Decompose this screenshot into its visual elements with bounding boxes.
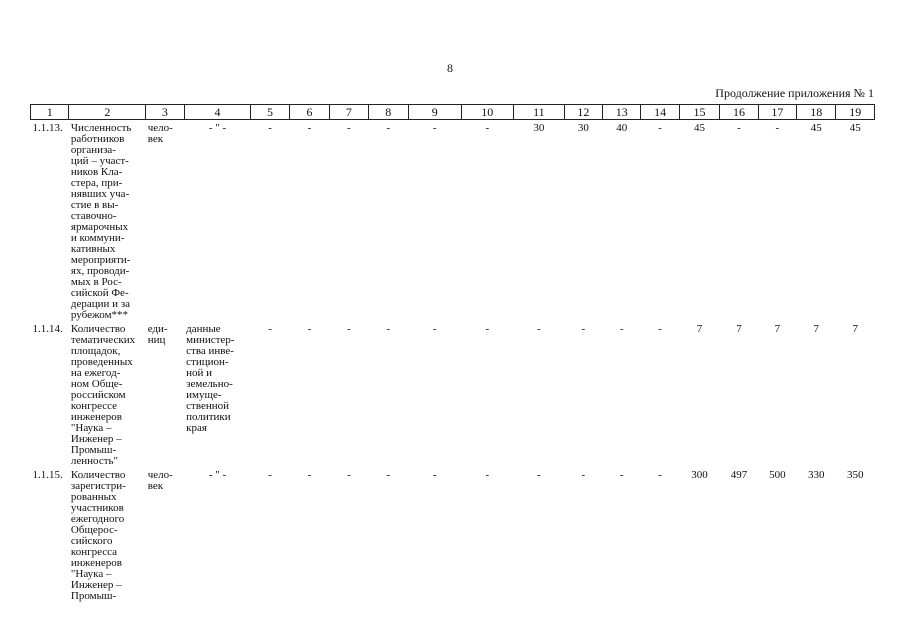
value-cell: - [485,323,490,335]
value-cell: 30 [533,122,545,134]
value-cell: 330 [808,469,825,481]
column-header: 10 [461,105,514,120]
value-cell: - [619,469,624,481]
value-cell: - [386,323,391,335]
value-cell: 497 [730,469,748,481]
value-cell: 7 [736,323,742,335]
column-header: 13 [603,105,641,120]
column-header: 7 [330,105,368,120]
value-cell: 7 [774,323,781,335]
value-cell: - [737,122,741,134]
table-row [31,321,875,467]
column-header: 2 [69,105,146,120]
value-cell: - [485,122,490,134]
column-header: 4 [184,105,251,120]
value-cell: - [268,469,272,481]
indicator-table [30,104,875,630]
indicator-name: Численность работников организа- ций – участ- ников Кла- стера, при- нявших уча- стие в вы- ставочно- ярмарочных и коммуни- кативных мероприяти- ях, проводи- мых в Рос- сийской Фе- дерации и за рубежом*** [70,122,132,321]
value-cell: - [268,122,272,134]
value-cell: - [658,469,662,481]
value-cell: 40 [616,122,628,134]
value-cell: - [658,122,662,134]
unit-cell: чело- век [147,122,173,145]
column-header: 3 [146,105,184,120]
column-header: 6 [289,105,329,120]
row-number: 1.1.15. [32,469,63,481]
value-cell: - [537,469,541,481]
indicator-name: Количество зарегистри- рованных участников ежегодного Общерос- сийского конгресса инженеров "Наука – Инженер – Промыш- [70,469,126,602]
value-cell: - [581,469,586,481]
value-cell: 7 [852,323,858,335]
page-number: 8 [447,61,453,75]
column-header: 19 [836,105,875,120]
value-cell: 300 [691,469,708,481]
value-cell: - [581,323,586,335]
value-cell: - [775,122,780,134]
value-cell: - [432,323,437,335]
column-header: 9 [408,105,461,120]
value-cell: 350 [846,469,864,481]
value-cell: 7 [813,323,820,335]
value-cell: - [386,469,391,481]
column-header: 11 [514,105,565,120]
value-cell: - [432,469,437,481]
value-cell: 30 [577,122,589,134]
table-row [31,120,875,322]
value-cell: 45 [694,122,706,134]
value-cell: - [619,323,624,335]
value-cell: - [347,122,351,134]
column-header: 5 [251,105,289,120]
value-cell: - [658,323,662,335]
column-header: 12 [564,105,602,120]
value-cell: - [537,323,541,335]
unit-cell: еди- ниц [147,323,168,346]
value-cell: - [307,469,312,481]
value-cell: - [432,122,437,134]
unit-cell: чело- век [147,469,173,492]
value-cell: - [347,469,351,481]
table-row [31,467,875,630]
value-cell: - [307,323,312,335]
value-cell: - [485,469,490,481]
value-cell: - [268,323,272,335]
value-cell: 45 [810,122,822,134]
column-header: 15 [679,105,719,120]
column-header: 1 [31,105,69,120]
value-cell: - [307,122,312,134]
appendix-continuation-title: Продолжение приложения № 1 [715,86,874,100]
column-header: 16 [720,105,758,120]
indicator-name: Количество тематических площадок, проведенных на ежегод- ном Обще- российском конгрессе инженеров "Наука – Инженер – Промыш- ленность" [70,323,136,467]
row-number: 1.1.13. [32,122,63,134]
value-cell: 7 [696,323,703,335]
column-number-header-row [31,105,875,120]
column-header: 18 [797,105,836,120]
value-cell: 500 [769,469,786,481]
row-number: 1.1.14. [32,323,63,335]
source-cell: - " - [208,469,227,481]
column-header: 8 [368,105,408,120]
value-cell: - [347,323,351,335]
column-header: 14 [641,105,679,120]
source-cell: данные министер- ства инве- стицион- ной и земельно- имуще- ственной политики края [186,323,235,434]
value-cell: 45 [849,122,861,134]
value-cell: - [386,122,391,134]
source-cell: - " - [208,122,227,134]
column-header: 17 [758,105,796,120]
